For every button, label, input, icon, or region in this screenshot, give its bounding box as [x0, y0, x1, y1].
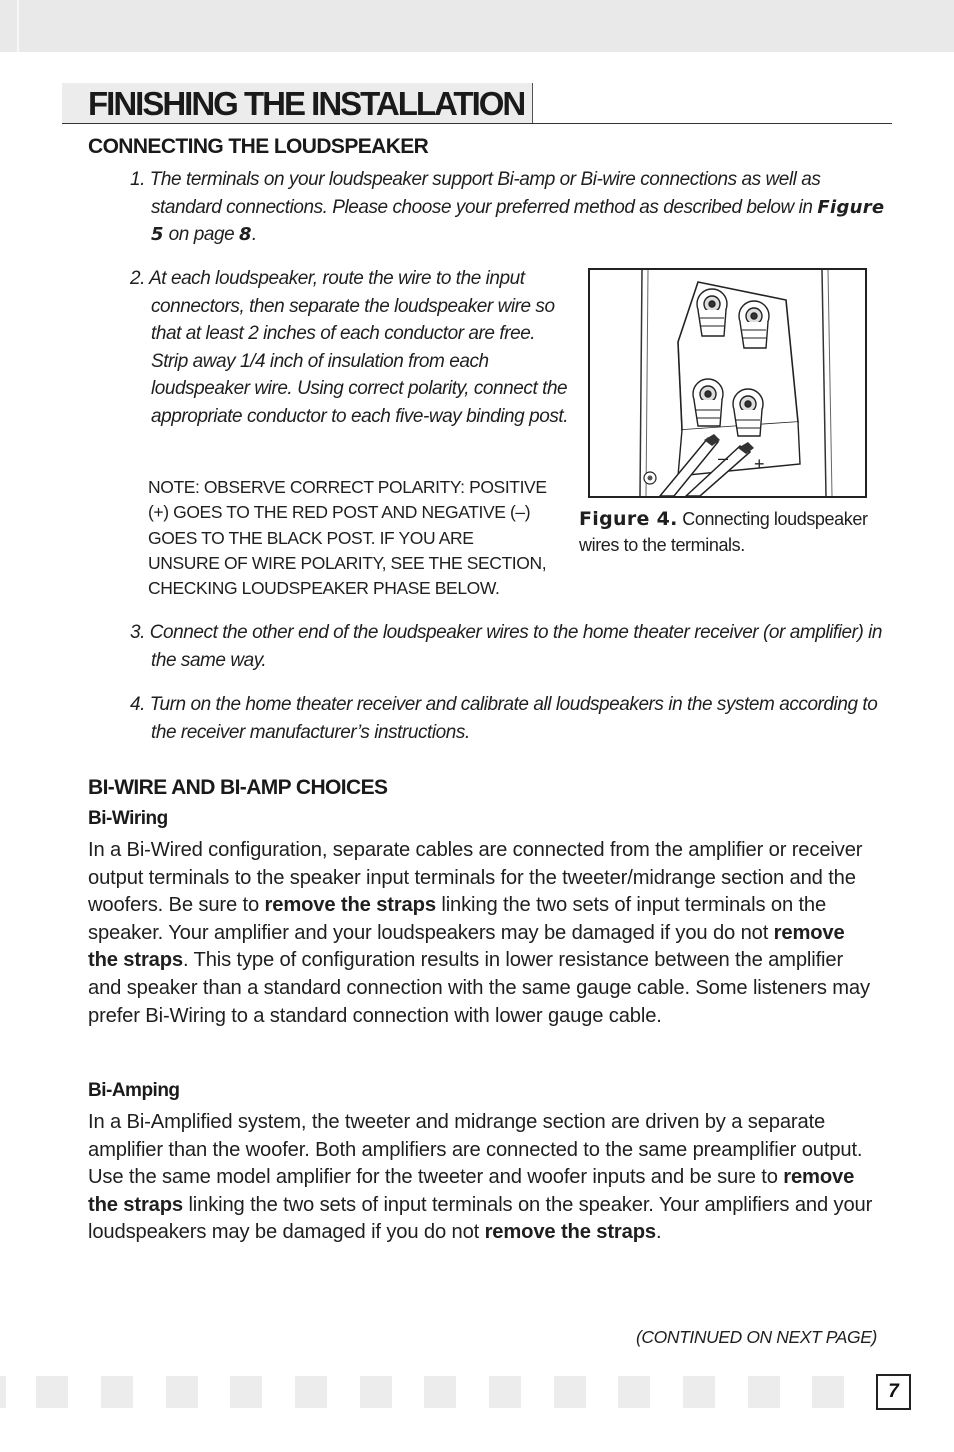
biamping-paragraph: [88, 1109, 878, 1247]
figure-4-illustration: [588, 268, 867, 498]
footer-square: [101, 1376, 133, 1408]
step-1-end: .: [251, 224, 257, 245]
footer-square: [489, 1376, 521, 1408]
footer-square: [295, 1376, 327, 1408]
biamping-text-3: .: [655, 1221, 662, 1244]
footer-square: [0, 1376, 6, 1408]
continued-note: (CONTINUED ON NEXT PAGE): [636, 1327, 877, 1347]
figure-4-caption-text: Connecting loudspeaker wires to the terminals.: [579, 509, 868, 555]
footer-square: [618, 1376, 650, 1408]
heading-biamping: Bi-Amping: [88, 1080, 180, 1101]
step-1-text: 1. The terminals on your loudspeaker support Bi-amp or Bi-wire connections as well as standard connections. Please choose your preferred method as described below in: [130, 169, 821, 218]
figure-4-label: Figure 4.: [579, 508, 678, 530]
step-2: 2. At each loudspeaker, route the wire to the input connectors, then separate the loudspeaker wire so that at least 2 inches of each conductor are free. Strip away 1/4 inch of insulation from each loudspeaker wire. Using correct polarity, connect the appropriate conductor to each five-way binding post.: [130, 268, 569, 427]
step-1-mid: on page: [163, 224, 240, 245]
biwiring-paragraph: [88, 837, 878, 1030]
biamping-bold-1: remove the straps: [88, 1166, 855, 1216]
heading-connecting-loudspeaker: CONNECTING THE LOUDSPEAKER: [88, 135, 429, 158]
biwiring-bold-1: remove the straps: [264, 894, 436, 917]
biamping-bold-2: remove the straps: [484, 1221, 656, 1244]
biwiring-bold-2: remove the straps: [88, 921, 845, 972]
heading-biwire-biamp: BI-WIRE AND BI-AMP CHOICES: [88, 776, 388, 799]
footer-square: [360, 1376, 392, 1408]
step-3: 3. Connect the other end of the loudspeaker wires to the home theater receiver (or amplifier) in the same way.: [130, 622, 883, 671]
step-1: [130, 166, 886, 249]
footer-square: [748, 1376, 780, 1408]
biwiring-text-3: . This type of configuration results in lower resistance between the amplifier and speaker than a standard connection with the same gauge cable. Some listeners may prefer Bi-Wiring to a standard connection with lower gauge cable.: [88, 949, 870, 1027]
figure-5-ref: Figure 5: [151, 196, 885, 245]
page-8-ref: 8: [239, 224, 252, 245]
footer-square: [166, 1376, 198, 1408]
footer-square: [230, 1376, 262, 1408]
page-number: 7: [876, 1374, 911, 1410]
heading-biwiring: Bi-Wiring: [88, 808, 168, 829]
step-4: 4. Turn on the home theater receiver and calibrate all loudspeakers in the system according to the receiver manufacturer’s instructions.: [130, 694, 878, 743]
footer-square: [812, 1376, 844, 1408]
footer-square: [36, 1376, 68, 1408]
title-rule: [62, 123, 892, 124]
biamping-text-1: In a Bi-Amplified system, the tweeter and midrange section are driven by a separate amplifier than the woofer. Both amplifiers are connected to the same preamplifier output. Use the same model amplifier for the tweeter and woofer inputs and be sure to: [88, 1111, 863, 1189]
biwiring-text-1: In a Bi-Wired configuration, separate cables are connected from the amplifier or receiver output terminals to the speaker input terminals for the tweeter/midrange section and the woofers. Be sure to: [88, 839, 863, 917]
biwiring-text-2: linking the two sets of input terminals on the speaker. Your amplifier and your loudspeakers may be damaged if you do not: [88, 894, 827, 944]
footer-square: [683, 1376, 715, 1408]
title-block: [62, 83, 892, 124]
positive-symbol: +: [754, 454, 765, 474]
binding-posts-drawing: [590, 270, 865, 496]
footer-square: [554, 1376, 586, 1408]
header-band: [0, 0, 954, 52]
page-title: FINISHING THE INSTALLATION: [88, 85, 525, 122]
negative-symbol: –: [718, 448, 729, 468]
footer-squares: [0, 1376, 870, 1408]
biamping-text-2: linking the two sets of input terminals on the speaker. Your amplifiers and your loudspeakers may be damaged if you do not: [88, 1193, 873, 1244]
figure-4-caption: [579, 506, 899, 558]
polarity-note: NOTE: OBSERVE CORRECT POLARITY: POSITIVE (+) GOES TO THE RED POST AND NEGATIVE (–) GOES TO THE BLACK POST. IF YOU ARE UNSURE OF WIRE POLARITY, SEE THE SECTION, CHECKING LOUDSPEAKER PHASE BELOW.: [148, 477, 547, 599]
header-notch: [17, 0, 19, 52]
footer-square: [424, 1376, 456, 1408]
